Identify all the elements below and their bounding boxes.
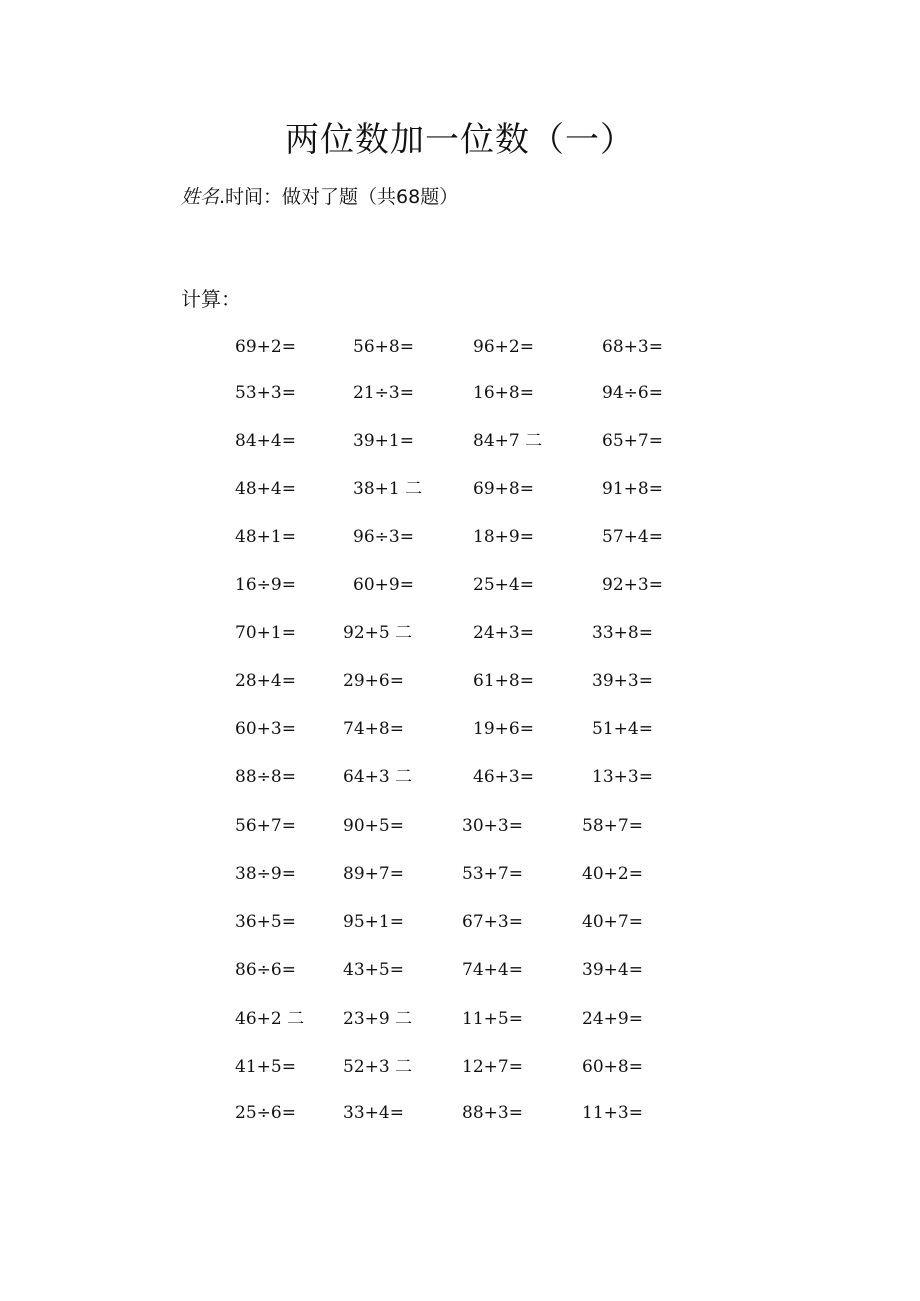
name-label: 姓名 [181,186,220,208]
problem-r7-c3: 24+3= [473,623,534,643]
problem-r11-c4: 58+7= [582,816,643,836]
problem-r6-c3: 25+4= [473,575,534,595]
problem-r17-c3: 88+3= [462,1103,523,1123]
problem-r14-c1: 86÷6= [235,960,296,980]
problem-r6-c1: 16÷9= [235,575,296,595]
problem-r3-c2: 39+1= [353,431,414,451]
time-score-label: .时间：做对了题（共68题） [219,186,459,208]
problem-r16-c2: 52+3 二 [343,1057,413,1077]
problem-r4-c4: 91+8= [602,479,663,499]
problem-r15-c4: 24+9= [582,1009,643,1029]
problem-r14-c3: 74+4= [462,960,523,980]
problem-r9-c4: 51+4= [592,719,653,739]
problem-r16-c1: 41+5= [235,1057,296,1077]
problem-r3-c4: 65+7= [602,431,663,451]
problem-r3-c3: 84+7 二 [473,431,543,451]
problem-r1-c3: 96+2= [473,337,534,357]
problem-r7-c2: 92+5 二 [343,623,413,643]
problem-r16-c3: 12+7= [462,1057,523,1077]
problem-r8-c2: 29+6= [343,671,404,691]
problem-r12-c3: 53+7= [462,864,523,884]
problem-r15-c2: 23+9 二 [343,1009,413,1029]
problem-r3-c1: 84+4= [235,431,296,451]
problem-r12-c2: 89+7= [343,864,404,884]
problem-r14-c4: 39+4= [582,960,643,980]
problem-r6-c2: 60+9= [353,575,414,595]
problem-r10-c1: 88÷8= [235,767,296,787]
problem-r2-c1: 53+3= [235,383,296,403]
problem-r10-c2: 64+3 二 [343,767,413,787]
problem-r7-c1: 70+1= [235,623,296,643]
problem-r9-c1: 60+3= [235,719,296,739]
calc-label: 计算： [181,287,241,311]
problem-r8-c3: 61+8= [473,671,534,691]
problem-r12-c4: 40+2= [582,864,643,884]
problem-r8-c4: 39+3= [592,671,653,691]
problem-r15-c3: 11+5= [462,1009,523,1029]
problem-r2-c3: 16+8= [473,383,534,403]
problem-r13-c3: 67+3= [462,912,523,932]
problem-r12-c1: 38÷9= [235,864,296,884]
page-title: 两位数加一位数（一） [285,120,635,160]
problem-r9-c2: 74+8= [343,719,404,739]
problem-r11-c3: 30+3= [462,816,523,836]
problem-r16-c4: 60+8= [582,1057,643,1077]
problem-r14-c2: 43+5= [343,960,404,980]
problem-r5-c3: 18+9= [473,527,534,547]
problem-r11-c1: 56+7= [235,816,296,836]
problem-r13-c2: 95+1= [343,912,404,932]
problem-r9-c3: 19+6= [473,719,534,739]
problem-r6-c4: 92+3= [602,575,663,595]
problem-r11-c2: 90+5= [343,816,404,836]
problem-r1-c1: 69+2= [235,337,296,357]
problem-r1-c4: 68+3= [602,337,663,357]
problem-r5-c2: 96÷3= [353,527,414,547]
problem-r5-c1: 48+1= [235,527,296,547]
problem-r4-c1: 48+4= [235,479,296,499]
problem-r1-c2: 56+8= [353,337,414,357]
problem-r4-c3: 69+8= [473,479,534,499]
problem-r2-c4: 94÷6= [602,383,663,403]
problem-r2-c2: 21÷3= [353,383,414,403]
problem-r17-c2: 33+4= [343,1103,404,1123]
problem-r10-c3: 46+3= [473,767,534,787]
problem-r13-c4: 40+7= [582,912,643,932]
problem-r5-c4: 57+4= [602,527,663,547]
problem-r10-c4: 13+3= [592,767,653,787]
problem-r7-c4: 33+8= [592,623,653,643]
problem-r15-c1: 46+2 二 [235,1009,305,1029]
problem-r17-c4: 11+3= [582,1103,643,1123]
problem-r13-c1: 36+5= [235,912,296,932]
problem-r8-c1: 28+4= [235,671,296,691]
problem-r4-c2: 38+1 二 [353,479,423,499]
problem-r17-c1: 25÷6= [235,1103,296,1123]
